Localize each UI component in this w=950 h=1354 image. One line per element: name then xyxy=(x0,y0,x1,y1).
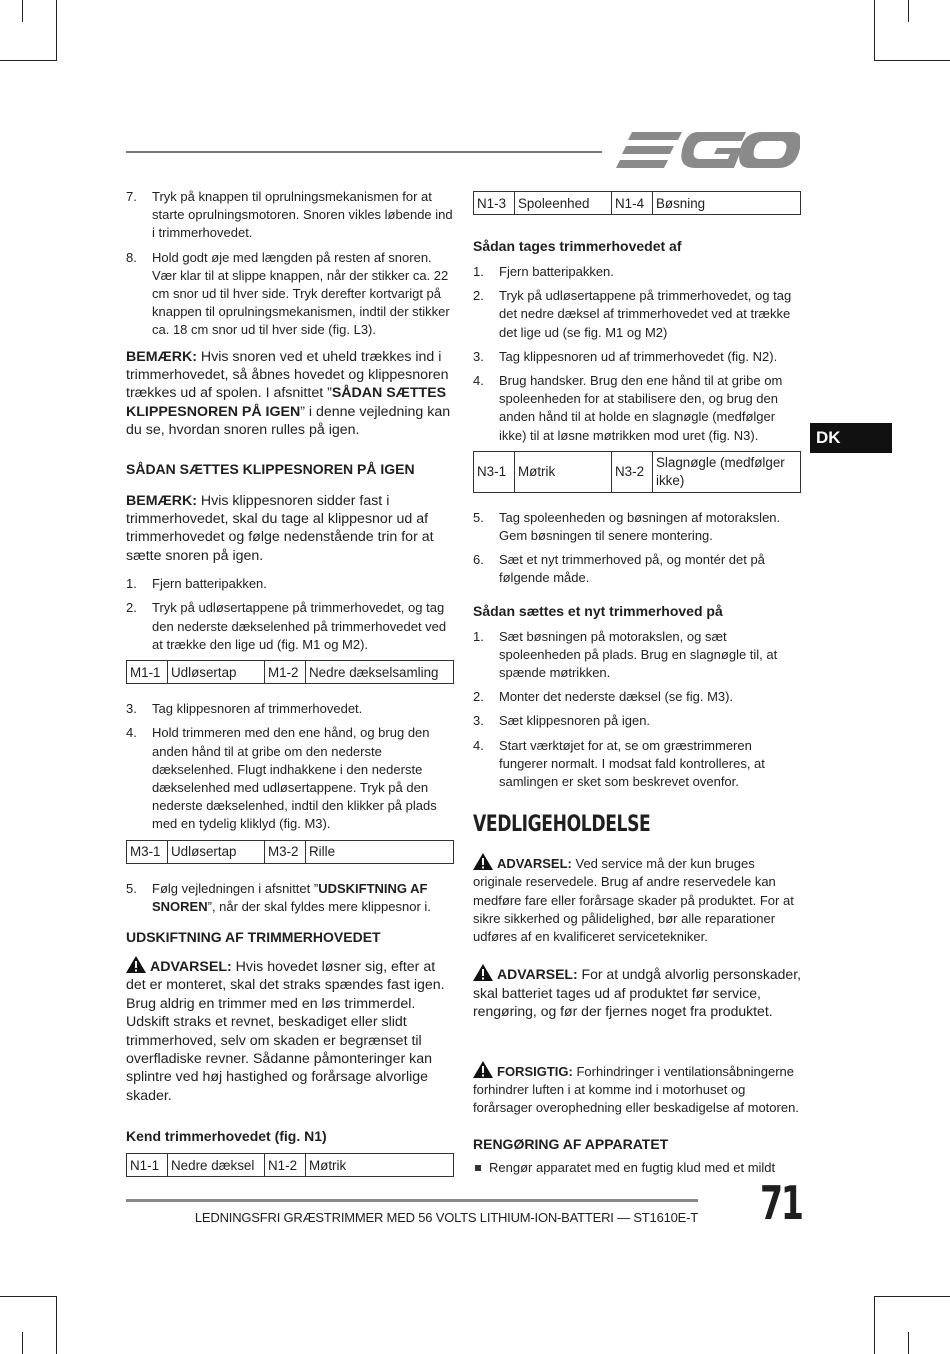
crop-mark xyxy=(22,0,23,22)
table-cell: N3-2 xyxy=(612,451,653,492)
list-item: 5. Følg vejledningen i afsnittet ”UDSKIFTNING AF SNOREN”, når der skal fyldes mere klippesnor i. xyxy=(126,880,431,914)
crop-mark xyxy=(0,1296,57,1297)
steps-list xyxy=(473,509,801,588)
warning-triangle-icon xyxy=(473,964,493,981)
left-column xyxy=(126,188,454,1177)
table-row xyxy=(474,192,801,215)
list-item: 4. Hold trimmeren med den ene hånd, og brug den anden hånd til at gribe om den nederste dækselenhed. Flugt indhakkene i den nederste dækselenhed med udløsertappene. Tryk på den nederste dækselenhed, indtil den klikker på plads med en tydelig kliklyd (fig. M3). xyxy=(126,725,437,832)
table-cell: N1-2 xyxy=(265,1154,306,1177)
table-cell: N1-1 xyxy=(127,1154,168,1177)
page-number: 71 xyxy=(760,1176,802,1230)
crop-mark xyxy=(874,0,875,60)
list-item: 5. Tag spoleenheden og bøsningen af motorakslen. Gem bøsningen til senere montering. xyxy=(473,509,781,544)
caution-triangle-icon xyxy=(473,1061,493,1078)
section-heading: UDSKIFTNING AF TRIMMERHOVEDET xyxy=(126,928,381,945)
parts-table-n1b xyxy=(473,191,801,215)
bullet-list xyxy=(473,1159,801,1177)
list-item: 1. Sæt bøsningen på motorakslen, og sæt spoleenheden på plads. Brug en slagnøgle til, at spænde møtrikken. xyxy=(473,628,778,681)
parts-table-m3 xyxy=(126,840,454,864)
footer-text: LEDNINGSFRI GRÆSTRIMMER MED 56 VOLTS LITHIUM-ION-BATTERI — ST1610E-T xyxy=(194,1210,698,1225)
crop-mark xyxy=(874,60,950,61)
crop-mark xyxy=(0,60,57,61)
parts-table-n1 xyxy=(126,1153,454,1177)
table-cell: Møtrik xyxy=(306,1154,454,1177)
table-cell: M1-1 xyxy=(127,661,168,684)
section-heading: Sådan tages trimmerhovedet af xyxy=(473,238,682,254)
table-cell: Nedre dæksel xyxy=(168,1154,265,1177)
steps-list xyxy=(473,628,801,792)
section-heading: RENGØRING AF APPARATET xyxy=(473,1136,669,1153)
footer-rule xyxy=(126,1199,698,1202)
steps-list xyxy=(126,880,454,916)
list-item: 3. Sæt klippesnoren på igen. xyxy=(473,713,651,729)
steps-list xyxy=(126,700,454,833)
caution-paragraph: FORSIGTIG: Forhindringer i ventilationsåbningerne forhindrer luften i at komme ind i motorhuset og forårsager overophedning eller beskadigelse af motoren. xyxy=(473,1061,801,1118)
table-cell: N3-1 xyxy=(474,451,515,492)
warning-triangle-icon xyxy=(126,956,146,973)
table-cell: Møtrik xyxy=(515,451,612,492)
crop-mark xyxy=(908,0,909,22)
right-column xyxy=(473,191,801,1183)
table-row xyxy=(474,451,801,492)
table-cell: Udløsertap xyxy=(168,661,265,684)
list-continued xyxy=(126,188,454,340)
crop-mark xyxy=(56,0,57,60)
table-cell: Nedre dækselsamling xyxy=(306,661,454,684)
table-cell: Bøsning xyxy=(653,192,801,215)
ego-logo-graphic xyxy=(616,128,800,174)
parts-table-n3 xyxy=(473,451,801,493)
crop-mark xyxy=(22,1332,23,1354)
warning-paragraph: ADVARSEL: For at undgå alvorlig personskader, skal batteriet tages ud af produktet før service, rengøring, og før der fjernes noget fra produktet. xyxy=(473,966,801,1020)
crop-mark xyxy=(874,1296,950,1297)
list-item: 2. Tryk på udløsertappene på trimmerhovedet, og tag det nedre dæksel af trimmerhovedet ved at trække det lige ud (se fig. M1 og M2) xyxy=(473,288,792,340)
table-cell: N1-4 xyxy=(612,192,653,215)
list-item: 7. Tryk på knappen til oprulningsmekanismen for at starte oprulningsmotoren. Snoren vikles løbende ind i trimmerhovedet. xyxy=(126,189,453,241)
table-cell: N1-3 xyxy=(474,192,515,215)
note-paragraph: BEMÆRK: Hvis klippesnoren sidder fast i trimmerhovedet, skal du tage al klippesnor ud af trimmerhovedet og følge nedenstående trin for at sætte snoren på igen. xyxy=(126,492,434,564)
section-heading: Kend trimmerhovedet (fig. N1) xyxy=(126,1128,327,1145)
parts-table-m1 xyxy=(126,660,454,684)
list-item: 6. Sæt et nyt trimmerhoved på, og montér det på følgende måde. xyxy=(473,552,765,586)
steps-list xyxy=(473,263,801,445)
table-row xyxy=(127,661,454,684)
list-item: 4. Start værktøjet for at, se om græstrimmeren fungerer normalt. I modsat fald kontrolleres, at samlingen er sket som beskrevet ovenfor. xyxy=(473,737,765,790)
list-item: 1. Fjern batteripakken. xyxy=(473,264,614,279)
table-cell: Slagnøgle (medfølger ikke) xyxy=(653,451,801,492)
ego-logo xyxy=(616,128,800,174)
table-cell: Udløsertap xyxy=(168,840,265,863)
table-cell: M3-1 xyxy=(127,840,168,863)
list-item: 1. Fjern batteripakken. xyxy=(126,576,267,592)
crop-mark xyxy=(874,1296,875,1354)
language-tab xyxy=(810,423,892,453)
table-cell: M3-2 xyxy=(265,840,306,863)
warning-paragraph: ADVARSEL: Hvis hovedet løsner sig, efter at det er monteret, skal det straks spændes fast igen. Brug aldrig en trimmer med en løs trimmerdel. Udskift straks et revnet, beskadiget eller slidt trimmerhoved, selv om skaden er begrænset til overfladiske revner. Sådanne påmonteringer kan splintre ved høj hastighed og forårsage alvorlige skader. xyxy=(126,956,454,1105)
section-heading: Sådan sættes et nyt trimmerhoved på xyxy=(473,602,723,619)
list-item: 2. Monter det nederste dæksel (se fig. M3). xyxy=(473,689,734,705)
crop-mark xyxy=(908,1332,909,1354)
table-row xyxy=(127,840,454,863)
list-item: 3. Tag klippesnoren ud af trimmerhovedet (fig. N2). xyxy=(473,348,778,364)
header-rule xyxy=(126,151,602,153)
steps-list xyxy=(126,575,454,654)
table-cell: Spoleenhed xyxy=(515,192,612,215)
table-cell: Rille xyxy=(306,840,454,863)
table-cell: M1-2 xyxy=(265,661,306,684)
warning-paragraph: ADVARSEL: Ved service må der kun bruges originale reservedele. Brug af andre reservedele kan medføre fare eller forårsage skader på produktet. For at sikre sikkerhed og pålidelighed, bør alle reparationer udføres af en kvalificeret servicetekniker. xyxy=(473,853,801,946)
list-item: 4. Brug handsker. Brug den ene hånd til at gribe om spoleenheden for at stabilisere den, og brug den anden hånd til at holde en slagnøgle (medfølger ikke) til at løsne møtrikken mod uret (fig. N3). xyxy=(473,373,783,443)
crop-mark xyxy=(56,1296,57,1354)
list-item: Rengør apparatet med en fugtig klud med et mildt xyxy=(473,1159,801,1177)
language-tab-label: DK xyxy=(816,428,841,447)
note-paragraph: BEMÆRK: Hvis snoren ved et uheld trækkes ind i trimmerhovedet, så åbnes hovedet og klippesnoren trækkes ud af spolen. I afsnittet ”SÅDAN SÆTTES KLIPPESNOREN PÅ IGEN” i denne vejledning kan du se, hvordan snoren rulles på igen. xyxy=(126,348,451,439)
list-item: 8. Hold godt øje med længden på resten af snoren. Vær klar til at slippe knappen, når der stikker ca. 22 cm snor ud til hver side. Tryk derefter kortvarigt på knappen til oprulningsmekanismen, indtil der stikker ca. 18 cm snor ud til hver side (fig. L3). xyxy=(126,249,450,338)
table-row xyxy=(127,1154,454,1177)
list-item: 2. Tryk på udløsertappene på trimmerhovedet, og tag den nederste dækselenhed på trimmerhovedet ved at trække den lige ud (fig. M1 og M2). xyxy=(126,600,447,652)
list-item: 3. Tag klippesnoren af trimmerhovedet. xyxy=(126,701,363,717)
maintenance-heading: VEDLIGEHOLDELSE xyxy=(473,812,651,838)
section-heading: SÅDAN SÆTTES KLIPPESNOREN PÅ IGEN xyxy=(126,460,415,477)
warning-triangle-icon xyxy=(473,853,493,870)
bullet-square-icon xyxy=(475,1165,481,1171)
